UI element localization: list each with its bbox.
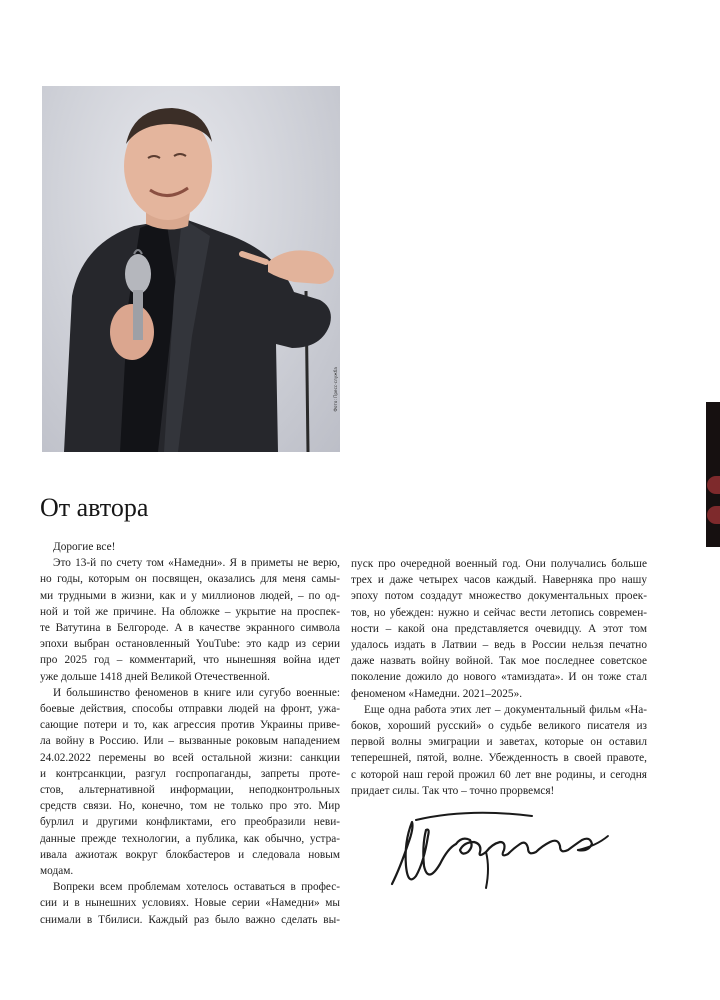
text-line: даже назвать войну войной. Так мое последнее советское bbox=[351, 655, 647, 668]
text-line: ивала ажиотаж вокруг блокбастеров и следовала новым bbox=[40, 848, 340, 861]
tab-logo-mark bbox=[707, 476, 720, 494]
text-line: средств связи. Но, конечно, том не только про это. Мир bbox=[40, 800, 340, 813]
text-line: ми трудными в жизни, как и у миллионов людей, – по од- bbox=[40, 589, 340, 602]
text-line: но годы, которым он посвящен, оказались для меня самы- bbox=[40, 573, 340, 586]
text-line: ла войну в Россию. Или – вызванные роковым нападением bbox=[40, 735, 340, 748]
text-line: придает силы. Так что – точно прорвемся! bbox=[351, 784, 555, 797]
text-line: удалось издать в Латвии – ведь в России нельзя печатно bbox=[351, 639, 647, 652]
text-line: Дорогие все! bbox=[53, 541, 116, 553]
text-line: Еще одна работа этих лет – документальный фильм «На- bbox=[364, 703, 647, 716]
text-line: данные прежде технологии, а публика, как обычно, устра- bbox=[40, 832, 340, 845]
text-line: про 2025 год – комментарий, что нынешняя война идет bbox=[40, 654, 340, 667]
author-photo bbox=[42, 86, 340, 452]
text-line: те Ватутина в Белгороде. А в качестве экранного символа bbox=[40, 622, 340, 635]
text-line: эпохи выбран остановленный YouTube: это кадр из серии bbox=[40, 638, 340, 651]
text-line: 24.02.2022 перемены во всей остальной жизни: санкции bbox=[40, 751, 340, 764]
text-line: поколение дожило до нового «тамиздата». И он тоже стал bbox=[351, 671, 647, 684]
text-line: тов, но убежден: нужно и сейчас вести летопись современ- bbox=[351, 606, 647, 619]
tab-logo-mark bbox=[707, 506, 720, 524]
text-line: И большинство феноменов в книге или сугубо военные: bbox=[53, 686, 340, 699]
photo-credit: Фото: Пресс-служба bbox=[333, 367, 338, 412]
text-column-right bbox=[351, 556, 647, 799]
text-line: теперешней, пятой, волне. Убежденность в своей правоте, bbox=[351, 752, 647, 765]
text-line: пуск про очередной военный год. Они получались больше bbox=[351, 558, 647, 570]
text-line: сающие потери и то, как агрессия против Украины приве- bbox=[40, 719, 340, 732]
text-line: снимали в Тбилиси. Каждый раз было важно сделать вы- bbox=[40, 913, 340, 926]
text-line: стов, альтернативной информации, неподконтрольных bbox=[40, 784, 340, 797]
section-heading: От автора bbox=[40, 493, 149, 522]
text-line: ной и той же причине. На обложке – укрытие на проспек- bbox=[40, 605, 340, 618]
text-line: эпоху потом создадут множество документальных проек- bbox=[351, 590, 647, 603]
text-line: бурлил и другими конфликтами, его преобразили неви- bbox=[40, 816, 340, 829]
text-line: сии и в нынешних условиях. Новые серии «Намедни» мы bbox=[40, 897, 340, 910]
text-line: боков, хороший русский» о судьбе великого писателя из bbox=[351, 720, 647, 733]
text-column-left bbox=[40, 539, 340, 928]
text-line: модам. bbox=[40, 865, 74, 878]
text-line: с которой наш герой прожил 60 лет вне родины, и сегодня bbox=[351, 768, 647, 781]
author-portrait-illustration bbox=[42, 86, 340, 452]
text-line: трех и даже четырех часов каждый. Наверняка про нашу bbox=[351, 574, 647, 587]
text-line: ности – какой она представляется очевидцу. А этот том bbox=[351, 622, 647, 635]
text-line: и контрсанкции, разгул госпропаганды, запреты проте- bbox=[40, 767, 340, 780]
edge-index-tab bbox=[706, 402, 720, 547]
text-line: уже дольше 1418 дней Великой Отечественной. bbox=[40, 670, 270, 683]
text-line: первой волны эмиграции и заветах, которые он оставил bbox=[351, 736, 647, 749]
text-line: Это 13-й по счету том «Намедни». Я в приметы не верю, bbox=[53, 557, 340, 570]
author-signature bbox=[382, 806, 614, 902]
text-line: Вопреки всем проблемам хотелось оставаться в профес- bbox=[53, 881, 340, 894]
text-line: боевые действия, способы отправки людей на фронт, ужа- bbox=[40, 703, 340, 716]
text-line: феноменом «Намедни. 2021–2025». bbox=[351, 687, 523, 700]
